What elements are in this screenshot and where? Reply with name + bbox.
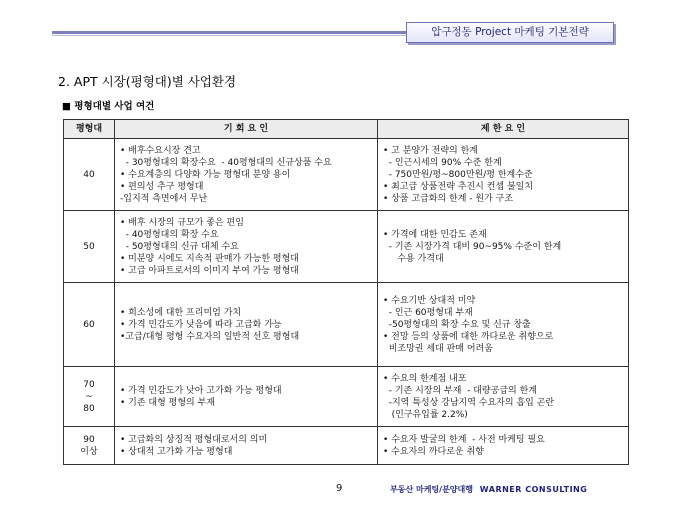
company-name-korean: 부동산 마케팅/분양대행 bbox=[390, 485, 473, 494]
opportunity-cell bbox=[115, 427, 378, 465]
limitation-item: • 수요자 발굴의 한계 - 사전 마케팅 필요 bbox=[383, 434, 545, 445]
opportunity-item: • 가격 민감도가 낮음에 따라 고급화 가능 bbox=[120, 319, 282, 330]
size-type-label: 90 bbox=[83, 434, 95, 445]
table-row bbox=[64, 283, 629, 367]
opportunity-cell bbox=[115, 211, 378, 283]
size-type-label: 40 bbox=[83, 169, 95, 180]
size-type-label: ~ bbox=[85, 391, 93, 402]
opportunity-item: - 30평형대의 확장수요 - 40평형대의 신규상품 수요 bbox=[120, 157, 332, 168]
opportunity-item: • 가격 민감도가 낮아 고가화 가능 평형대 bbox=[120, 385, 282, 396]
table-row bbox=[64, 211, 629, 283]
limitation-item: -50평형대의 확장 수요 및 신규 창출 bbox=[383, 319, 531, 330]
limitation-item: • 수요자의 까다로운 취향 bbox=[383, 446, 484, 457]
page-number: 9 bbox=[336, 483, 343, 494]
opportunity-cell bbox=[115, 367, 378, 427]
opportunity-cell bbox=[115, 283, 378, 367]
header-rule bbox=[52, 31, 406, 34]
limitation-item: 수용 가격대 bbox=[383, 253, 444, 264]
limitation-item: • 수요의 한계점 내포 bbox=[383, 373, 467, 384]
size-type-label: 70 bbox=[83, 379, 95, 390]
header-rule-thin bbox=[52, 35, 406, 36]
opportunity-item: • 편의성 추구 평형대 bbox=[120, 181, 204, 192]
limitation-item: -지역 특성상 강남지역 수요자의 흡입 곤란 bbox=[383, 397, 555, 408]
limitation-cell bbox=[378, 139, 629, 211]
limitation-cell bbox=[378, 211, 629, 283]
size-type-label: 50 bbox=[83, 241, 95, 252]
column-header: 기 회 요 인 bbox=[115, 120, 378, 139]
table-header-row bbox=[64, 120, 629, 139]
header-badge: 압구정동 Project 마케팅 기본전략 bbox=[406, 22, 614, 43]
size-type-cell bbox=[64, 283, 115, 367]
opportunity-item: •고급/대형 평형 수요자의 일반적 선호 평형대 bbox=[120, 331, 300, 342]
footer-company bbox=[390, 484, 587, 495]
limitation-item: (인구유입률 2.2%) bbox=[383, 409, 468, 420]
opportunity-item: • 고급화의 상징적 평형대로서의 의미 bbox=[120, 434, 268, 445]
limitation-item: • 고 분양가 전략의 한계 bbox=[383, 145, 478, 156]
opportunity-item: - 50평형대의 신규 대체 수요 bbox=[120, 241, 239, 252]
limitation-item: - 인근 60평형대 부재 bbox=[383, 307, 473, 318]
opportunity-item: • 상대적 고가화 가능 평형대 bbox=[120, 446, 233, 457]
size-type-cell bbox=[64, 139, 115, 211]
table-row bbox=[64, 427, 629, 465]
opportunity-item: • 미분양 시에도 지속적 판매가 가능한 평형대 bbox=[120, 253, 299, 264]
table-row bbox=[64, 367, 629, 427]
limitation-item: • 수요기반 상대적 미약 bbox=[383, 295, 476, 306]
opportunity-item: • 수요계층의 다양화 가능 평형대 분양 용이 bbox=[120, 169, 291, 180]
limitation-cell bbox=[378, 283, 629, 367]
opportunity-item: - 40평형대의 확장 수요 bbox=[120, 229, 219, 240]
limitation-item: • 전망 등의 상품에 대한 까다로운 취향으로 bbox=[383, 331, 554, 342]
size-type-label: 60 bbox=[83, 319, 95, 330]
limitation-item: 비조망권 세대 판매 어려움 bbox=[383, 343, 493, 354]
limitation-cell bbox=[378, 427, 629, 465]
limitation-item: • 가격에 대한 민감도 존재 bbox=[383, 229, 487, 240]
opportunity-item: • 배후수요시장 견고 bbox=[120, 145, 201, 156]
table-row bbox=[64, 139, 629, 211]
size-type-cell bbox=[64, 211, 115, 283]
opportunity-cell bbox=[115, 139, 378, 211]
opportunity-item: • 배후 시장의 규모가 좋은 편임 bbox=[120, 217, 244, 228]
limitation-item: - 인근시세의 90% 수준 한계 bbox=[383, 157, 502, 168]
column-header: 제 한 요 인 bbox=[378, 120, 629, 139]
company-name-english: WARNER CONSULTING bbox=[479, 485, 588, 494]
limitation-item: - 750만원/평~800만원/평 한계수준 bbox=[383, 169, 533, 180]
column-header: 평형대 bbox=[64, 120, 115, 139]
size-type-label: 80 bbox=[83, 403, 95, 414]
limitation-item: - 기존 시장가격 대비 90~95% 수준이 한계 bbox=[383, 241, 562, 252]
opportunity-item: • 고급 아파트로서의 이미지 부여 가능 평형대 bbox=[120, 265, 299, 276]
opportunity-item: -입지적 측면에서 무난 bbox=[120, 193, 208, 204]
section-title: 2. APT 시장(평형대)별 사업환경 bbox=[58, 74, 237, 89]
size-type-cell bbox=[64, 427, 115, 465]
limitation-item: - 기존 시장의 부재 - 대량공급의 한계 bbox=[383, 385, 537, 396]
opportunity-item: • 기존 대형 평형의 부재 bbox=[120, 397, 215, 408]
table-body bbox=[64, 139, 629, 465]
size-type-cell bbox=[64, 367, 115, 427]
size-type-label: 이상 bbox=[80, 446, 98, 457]
opportunity-item: • 희소성에 대한 프리미엄 가치 bbox=[120, 307, 242, 318]
limitation-item: • 상품 고급화의 한계 - 원가 구조 bbox=[383, 193, 514, 204]
limitation-item: • 최고급 상품전략 추진시 컨셉 불일치 bbox=[383, 181, 534, 192]
subsection-title: ■ 평형대별 사업 여건 bbox=[62, 101, 155, 112]
conditions-table bbox=[63, 119, 629, 465]
limitation-cell bbox=[378, 367, 629, 427]
